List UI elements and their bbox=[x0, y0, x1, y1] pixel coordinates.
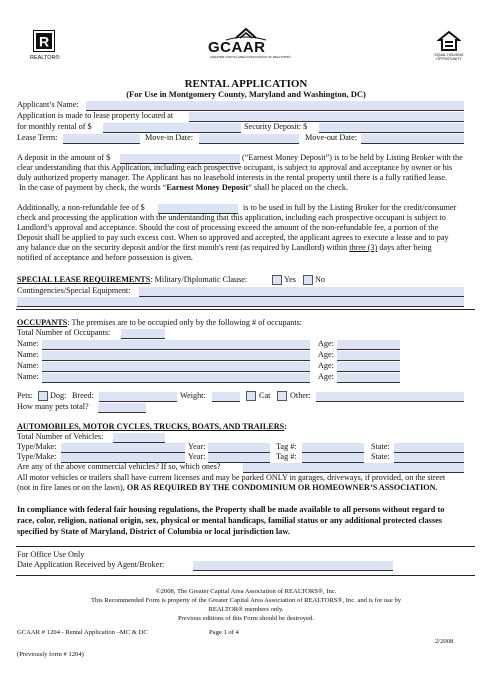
monthly-rent-label: for monthly rental of $ bbox=[17, 122, 92, 131]
footer-page-number: Page 1 of 4 bbox=[209, 629, 239, 636]
weight-field[interactable] bbox=[212, 392, 240, 402]
other-pet-label: Other: bbox=[290, 391, 311, 400]
move-out-label: Move-out Date: bbox=[305, 133, 358, 142]
vehicles-heading-colon: : bbox=[284, 422, 287, 431]
commercial-vehicles-field[interactable] bbox=[243, 463, 464, 473]
occupant-name-field-4[interactable] bbox=[42, 373, 310, 383]
occupants-heading: OCCUPANTS bbox=[17, 318, 68, 327]
military-clause-no-label: No bbox=[315, 275, 326, 284]
fee-text-line4: Deposit shall be applied to pay such excess cost. When so approved and accepted, the applicant agrees to execute a lease and to pay bbox=[17, 233, 449, 242]
realtor-logo bbox=[33, 30, 55, 52]
office-box-top bbox=[16, 546, 475, 547]
fee-text-line2: check and processing the application with the understanding that this application, including each prospective occupant is subject to bbox=[17, 213, 446, 222]
applicant-name-field[interactable] bbox=[86, 101, 464, 111]
occupant-age-label-2: Age: bbox=[318, 350, 334, 359]
vehicle-state-field-2[interactable] bbox=[394, 453, 464, 463]
compliance-line2: race, color, religion, national origin, sex, physical or mental handicaps, familial status or any additional protected classes bbox=[17, 516, 442, 525]
fee-text-b: is to be used in full by the Listing Broker for the credit/consumer bbox=[243, 203, 457, 212]
breed-label: Breed: bbox=[72, 391, 94, 400]
move-out-field[interactable] bbox=[361, 134, 464, 144]
special-requirements-row bbox=[17, 275, 247, 285]
total-occupants-label: Total Number of Occupants: bbox=[17, 328, 111, 337]
special-requirements-heading: SPECIAL LEASE REQUIREMENTS bbox=[17, 275, 151, 284]
dog-checkbox[interactable] bbox=[38, 391, 48, 401]
equal-housing-icon bbox=[437, 30, 461, 52]
security-deposit-label: Security Deposit: $ bbox=[244, 122, 308, 131]
vehicles-row bbox=[17, 422, 287, 432]
occupant-name-field-2[interactable] bbox=[42, 351, 310, 361]
weight-label: Weight: bbox=[180, 391, 206, 400]
occupant-name-field-3[interactable] bbox=[42, 362, 310, 372]
footer-previous-form: (Previously form # 1204) bbox=[17, 651, 84, 658]
dog-label: Dog: bbox=[50, 391, 67, 400]
contingencies-field-2[interactable] bbox=[17, 297, 464, 307]
footer-line4: Previous editions of this Form should be destroyed. bbox=[178, 615, 314, 622]
realtor-r-icon bbox=[33, 30, 55, 52]
date-received-field[interactable] bbox=[193, 561, 393, 571]
equal-housing-caption: EQUAL HOUSING OPPORTUNITY bbox=[434, 53, 464, 61]
occupants-row bbox=[17, 318, 302, 328]
cat-checkbox[interactable] bbox=[246, 391, 256, 401]
security-deposit-field[interactable] bbox=[319, 123, 464, 133]
parking-note-line1: All motor vehicles or trailers shall have current licenses and may be parked ONLY in garages, driveways, if provided, on the street bbox=[17, 473, 446, 482]
occupant-age-field-4[interactable] bbox=[337, 373, 400, 383]
gcaar-logo bbox=[206, 26, 291, 62]
parking-note-line2 bbox=[17, 483, 438, 493]
parking-note-line2a: (not in fire lanes or on the lawn), bbox=[17, 483, 127, 492]
total-occupants-field[interactable] bbox=[121, 329, 165, 339]
deposit-text-line4a: In the case of payment by check, the words “ bbox=[19, 183, 167, 192]
deposit-text-line4 bbox=[19, 183, 348, 193]
military-clause-label: : Military/Diplomatic Clause: bbox=[150, 275, 248, 284]
footer-form-id: GCAAR # 1204 - Rental Application –MC & DC bbox=[17, 629, 148, 636]
vehicle-year-label-1: Year: bbox=[188, 442, 206, 451]
vehicle-type-label-1: Type/Make: bbox=[17, 442, 57, 451]
other-pet-field[interactable] bbox=[316, 392, 464, 402]
occupant-age-field-2[interactable] bbox=[337, 351, 400, 361]
office-box-bottom bbox=[16, 575, 475, 576]
vehicle-year-field-1[interactable] bbox=[208, 443, 270, 453]
fee-text-line5c: days after being bbox=[377, 243, 432, 252]
move-in-field[interactable] bbox=[199, 134, 299, 144]
contingencies-field-1[interactable] bbox=[139, 287, 464, 297]
vehicle-tag-field-1[interactable] bbox=[302, 443, 364, 453]
lease-term-field[interactable] bbox=[63, 134, 140, 144]
vehicle-state-field-1[interactable] bbox=[394, 443, 464, 453]
occupants-intro: : The premises are to be occupied only by the following # of occupants: bbox=[67, 318, 303, 327]
deposit-text-line2: clear understanding that this Application, including each prospective occupant, is subject to approval and acceptance by owner or his bbox=[17, 163, 453, 172]
total-vehicles-field[interactable] bbox=[113, 433, 165, 443]
vehicles-heading: AUTOMOBILES, MOTOR CYCLES, TRUCKS, BOATS, AND TRAILERS bbox=[17, 422, 285, 431]
date-received-label: Date Application Received by Agent/Broker: bbox=[17, 560, 165, 569]
occupant-name-field-1[interactable] bbox=[42, 340, 310, 350]
other-pet-checkbox[interactable] bbox=[277, 391, 287, 401]
footer-date: 2/2008 bbox=[435, 638, 454, 645]
deposit-text-b: (“Earnest Money Deposit”) is to be held by Listing Broker with the bbox=[242, 153, 463, 162]
fee-text-line5b: three (3) bbox=[349, 243, 378, 252]
property-address-field[interactable] bbox=[189, 112, 464, 122]
military-clause-yes-label: Yes bbox=[284, 275, 296, 284]
gcaar-wordmark: GCAAR bbox=[208, 39, 266, 56]
pets-total-field[interactable] bbox=[98, 403, 146, 413]
pets-label: Pets: bbox=[17, 391, 33, 400]
military-clause-yes-checkbox[interactable] bbox=[272, 275, 282, 285]
pets-total-label: How many pets total? bbox=[17, 402, 89, 411]
deposit-text-a: A deposit in the amount of $ bbox=[17, 153, 111, 162]
fee-text-line6: notified of acceptance and before possession is given. bbox=[17, 253, 193, 262]
deposit-text-line4b: Earnest Money Deposit bbox=[166, 183, 249, 192]
monthly-rent-field[interactable] bbox=[103, 123, 241, 133]
compliance-line1: In compliance with federal fair housing regulations, the Property shall be made available to all persons without regard to bbox=[17, 505, 445, 514]
vehicle-state-label-1: State: bbox=[371, 442, 390, 451]
office-use-title: For Office Use Only bbox=[17, 550, 85, 559]
vehicle-type-label-2: Type/Make: bbox=[17, 452, 57, 461]
footer-line2: This Recommended Form is property of the Greater Capital Area Association of REALTORS®, Inc. and is for use by bbox=[90, 597, 402, 604]
applicant-name-label: Applicant’s Name: bbox=[17, 100, 79, 109]
fee-text-line5a: any balance due on the security deposit and/or the first month's rent (as required by Landlord) within bbox=[17, 243, 350, 252]
svg-text:R: R bbox=[38, 33, 50, 50]
occupant-name-label-1: Name: bbox=[17, 339, 39, 348]
page-subtitle: (For Use in Montgomery County, Maryland and Washington, DC) bbox=[126, 89, 366, 99]
section-divider-1 bbox=[16, 309, 475, 310]
vehicle-tag-label-2: Tag #: bbox=[276, 452, 297, 461]
vehicle-year-label-2: Year: bbox=[188, 452, 206, 461]
occupant-name-label-4: Name: bbox=[17, 372, 39, 381]
occupant-age-label-4: Age: bbox=[318, 372, 334, 381]
fee-text-a: Additionally, a non-refundable fee of $ bbox=[17, 203, 145, 212]
page-title: RENTAL APPLICATION bbox=[184, 78, 308, 90]
occupant-age-label-3: Age: bbox=[318, 361, 334, 370]
occupant-age-field-3[interactable] bbox=[337, 362, 400, 372]
footer-line3: REALTOR® members only. bbox=[208, 606, 284, 613]
fee-text-line5 bbox=[17, 243, 432, 253]
occupant-name-label-3: Name: bbox=[17, 361, 39, 370]
occupant-age-field-1[interactable] bbox=[337, 340, 400, 350]
commercial-vehicles-label: Are any of the above commercial vehicles? If so, which ones? bbox=[17, 462, 221, 471]
lease-term-label: Lease Term: bbox=[17, 133, 58, 142]
gcaar-tagline: GREATER CAPITAL AREA ASSOCIATION OF REALTORS® bbox=[210, 55, 291, 59]
military-clause-no-checkbox[interactable] bbox=[303, 275, 313, 285]
deposit-text-line4c: ” shall be placed on the check. bbox=[248, 183, 349, 192]
deposit-text-line3: duly authorized property manager. The Applicant has no leasehold interests in the rental property until there is a fully ratified lease. bbox=[17, 173, 448, 182]
equal-housing-logo bbox=[437, 30, 461, 52]
occupant-name-label-2: Name: bbox=[17, 350, 39, 359]
breed-field[interactable] bbox=[99, 392, 177, 402]
cat-label: Cat bbox=[259, 391, 271, 400]
occupant-age-label-1: Age: bbox=[318, 339, 334, 348]
vehicle-type-field-1[interactable] bbox=[61, 443, 185, 453]
property-address-label: Application is made to lease property located at bbox=[17, 111, 174, 120]
total-vehicles-label: Total Number of Vehicles: bbox=[17, 432, 104, 441]
vehicle-state-label-2: State: bbox=[371, 452, 390, 461]
parking-note-line2b: OR AS REQUIRED BY THE CONDOMINIUM OR HOMEOWNER’S ASSOCIATION. bbox=[126, 483, 438, 492]
fee-text-line3: Landlord’s approval and acceptance. Should the cost of processing exceed the amount of the non-refundable fee, a portion of the bbox=[17, 223, 439, 232]
contingencies-label: Contingencies/Special Equipment: bbox=[17, 286, 131, 295]
move-in-label: Move-in Date: bbox=[145, 133, 193, 142]
vehicle-tag-label-1: Tag #: bbox=[276, 442, 297, 451]
realtor-caption: REALTOR® bbox=[30, 55, 60, 61]
footer-copyright: ©2008, The Greater Capital Area Association of REALTORS®, Inc. bbox=[155, 588, 337, 595]
vehicle-tag-field-2[interactable] bbox=[302, 453, 364, 463]
compliance-line3: specified by State of Maryland, District of Columbia or local jurisdiction law. bbox=[17, 527, 290, 536]
